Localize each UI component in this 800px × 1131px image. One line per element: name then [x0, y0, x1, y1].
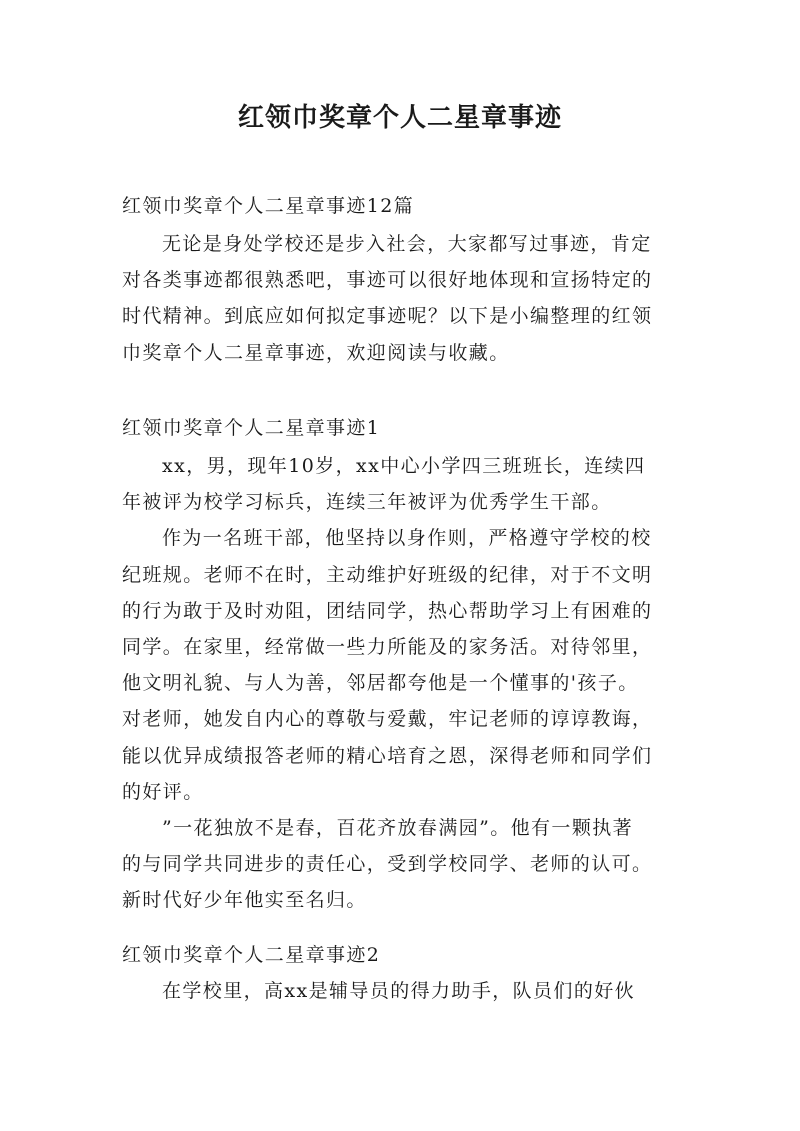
paragraph-line: xx，男，现年10岁，xx中心小学四三班班长，连续四	[162, 455, 646, 477]
intro-paragraph	[122, 226, 688, 371]
paragraph-line: 在学校里，高xx是辅导员的得力助手，队员们的好伙	[162, 980, 636, 1003]
subtitle-line: 红领巾奖章个人二星章事迹12篇	[122, 195, 415, 217]
section2-body	[122, 937, 688, 1009]
paragraph-line: 的与同学共同进步的责任心，受到学校同学、老师的认可。	[122, 853, 653, 876]
section1-body	[122, 448, 688, 919]
paragraph-line: 无论是身处学校还是步入社会，大家都写过事迹，肯定	[162, 233, 652, 255]
paragraph-line: 同学。在家里，经常做一些力所能及的家务活。对待邻里，	[122, 636, 653, 659]
paragraph-line: 他文明礼貌、与人为善，邻居都夸他是一个懂事的'孩子。	[122, 672, 639, 695]
paragraph-line: 新时代好少年他实至名归。	[122, 889, 367, 912]
paragraph-line: 时代精神。到底应如何拟定事迹呢？以下是小编整理的红领	[122, 305, 653, 328]
paragraph-line: ”一花独放不是春，百花齐放春满园”。他有一颗执著	[162, 817, 634, 840]
section-heading	[122, 410, 688, 446]
paragraph-line: 巾奖章个人二星章事迹，欢迎阅读与收藏。	[122, 341, 510, 364]
paragraph-line: 的好评。	[122, 780, 204, 803]
paragraph-line: 对老师，她发自内心的尊敬与爱戴，牢记老师的谆谆教诲，	[122, 708, 653, 731]
paragraph-line: 对各类事迹都很熟悉吧，事迹可以很好地体现和宣扬特定的	[122, 269, 653, 292]
section-heading-text: 红领巾奖章个人二星章事迹1	[122, 417, 381, 439]
paragraph-line: 纪班规。老师不在时，主动维护好班级的纪律，对于不文明	[122, 563, 653, 586]
paragraph-line: 年被评为校学习标兵，连续三年被评为优秀学生干部。	[122, 491, 612, 514]
section-heading-text: 红领巾奖章个人二星章事迹2	[122, 944, 381, 966]
paragraph-line: 能以优异成绩报答老师的精心培育之恩，深得老师和同学们	[122, 744, 653, 767]
paragraph-line: 的行为敢于及时劝阻，团结同学，热心帮助学习上有困难的	[122, 599, 653, 622]
document-subtitle	[122, 188, 688, 224]
paragraph-line: 作为一名班干部，他坚持以身作则，严格遵守学校的校	[162, 527, 652, 550]
document-title: 红领巾奖章个人二星章事迹	[237, 103, 562, 133]
